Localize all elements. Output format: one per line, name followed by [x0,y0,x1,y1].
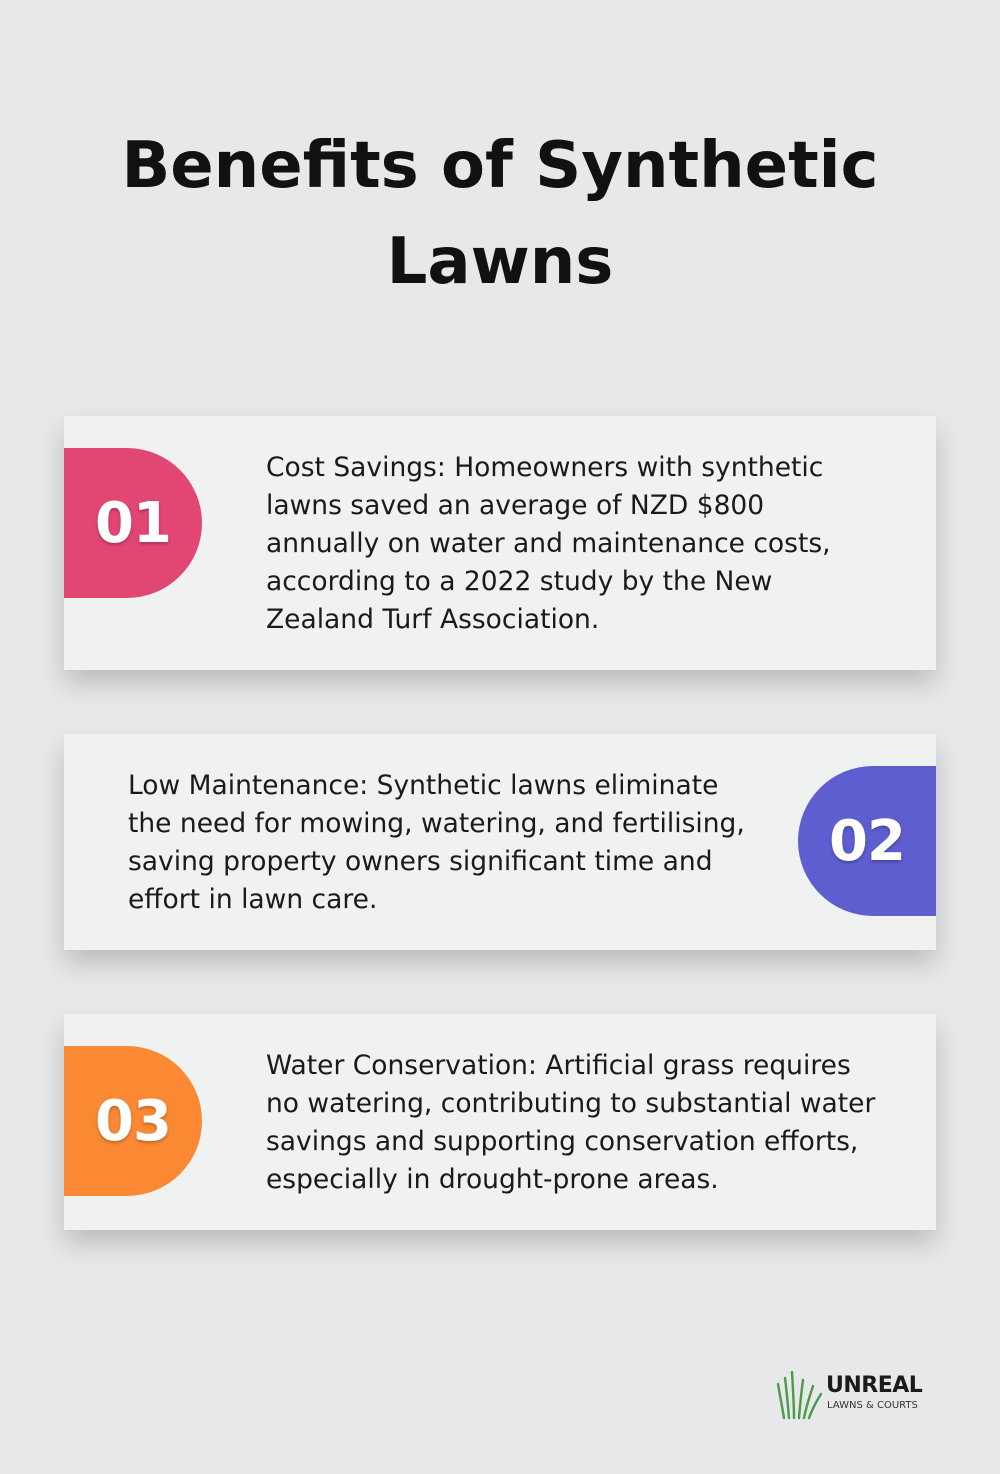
brand-logo [776,1368,936,1422]
benefit-text: Low Maintenance: Synthetic lawns eliminate the need for mowing, watering, and fertilising, saving property owners significant time and effort in lawn care. [128,770,745,915]
number-badge-01: 01 [64,448,202,598]
benefit-card-low-maintenance [64,734,936,950]
page-title: Benefits of Synthetic Lawns [121,129,879,299]
benefit-card-water-conservation [64,1014,936,1230]
number-badge-02: 02 [798,766,936,916]
benefit-text: Water Conservation: Artificial grass requires no watering, contributing to substantial water savings and supporting conservation efforts, especially in drought-prone areas. [266,1050,876,1195]
logo-subtitle: LAWNS & COURTS [827,1400,918,1411]
grass-blades-icon [776,1370,824,1420]
logo-name: UNREAL [826,1373,923,1398]
benefit-card-cost-savings [64,416,936,670]
number-badge-03: 03 [64,1046,202,1196]
benefit-text: Cost Savings: Homeowners with synthetic lawns saved an average of NZD $800 annually on water and maintenance costs, according to a 2022 study by the New Zealand Turf Association. [266,452,831,635]
